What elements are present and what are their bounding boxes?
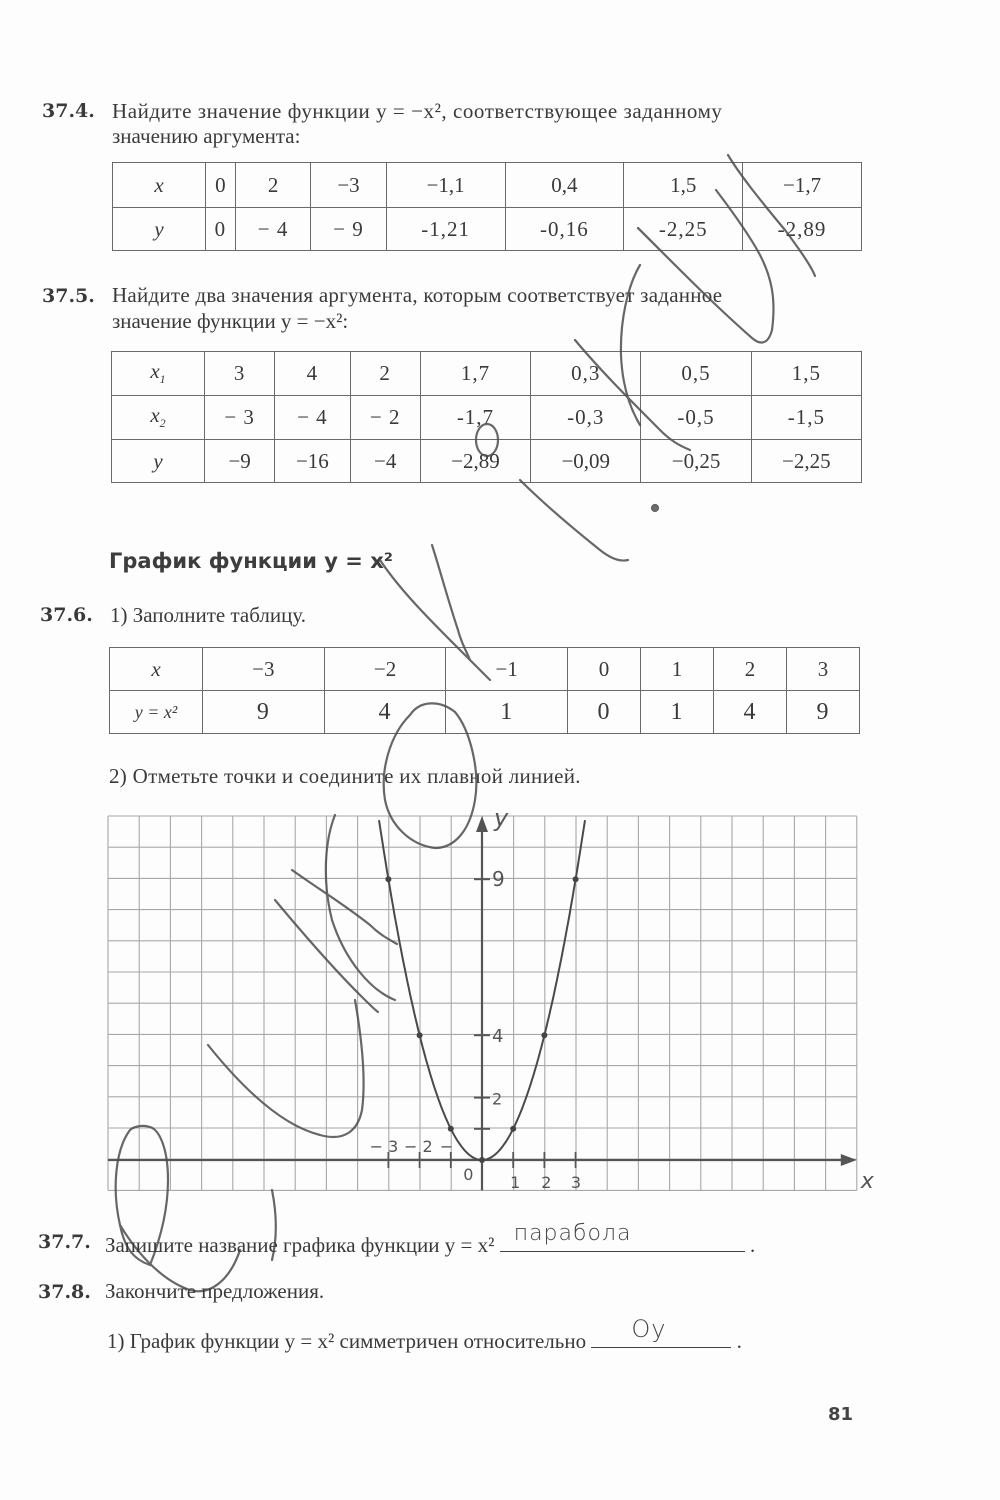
data-point [417, 1032, 423, 1038]
answer-cell[interactable]: 1 [446, 691, 568, 734]
table-cell: −2 [324, 648, 446, 691]
table-cell: −1,7 [743, 163, 862, 208]
answer-cell[interactable]: -1,21 [386, 208, 505, 251]
exercise-number-37-7: 37.7. [38, 1231, 91, 1253]
data-point [479, 1157, 485, 1163]
table-cell: −4 [350, 440, 420, 483]
exercise-37-5-text-line2: значение функции y = −x²: [112, 309, 349, 333]
exercise-37-5-text-line1: Найдите два значения аргумента, которым соответствует заданное [112, 283, 723, 307]
table-cell: −3 [311, 163, 386, 208]
answer-cell[interactable]: -1,5 [751, 396, 861, 440]
table-cell: 0,4 [505, 163, 624, 208]
answer-cell[interactable]: 4 [714, 691, 787, 734]
answer-cell[interactable]: 1,7 [420, 352, 530, 396]
x-tick-label: 3 [570, 1173, 582, 1192]
table-cell: −3 [203, 648, 325, 691]
table-cell: −1 [446, 648, 568, 691]
data-point [448, 1126, 454, 1132]
exercise-number-37-6: 37.6. [40, 604, 93, 626]
table-cell: −2,25 [751, 440, 861, 483]
exercise-37-8-text: Закончите предложения. [105, 1279, 325, 1303]
answer-cell[interactable]: 2 [350, 352, 420, 396]
exercise-37-7-line [105, 1221, 756, 1258]
x-tick-label: − 3 [369, 1137, 399, 1156]
table-cell: 0 [206, 163, 236, 208]
answer-cell[interactable]: 9 [786, 691, 859, 734]
table-cell: 1 [641, 648, 714, 691]
table-cell: 2 [714, 648, 787, 691]
exercise-number-37-5: 37.5. [42, 285, 95, 307]
table-cell: 0 [568, 648, 641, 691]
data-point [541, 1032, 547, 1038]
answer-text: парабола [513, 1221, 632, 1246]
y-tick-labels [492, 867, 505, 1108]
answer-text: Oy [631, 1315, 667, 1343]
answer-cell[interactable]: -0,16 [505, 208, 624, 251]
row-label-text: x [150, 359, 160, 384]
answer-cell[interactable]: − 2 [350, 396, 420, 440]
y-axis-arrow-icon [476, 816, 488, 832]
data-point [510, 1126, 516, 1132]
table-cell: 2 [235, 163, 310, 208]
answer-cell[interactable]: -1,7 [420, 396, 530, 440]
period: . [749, 1233, 756, 1257]
x-tick-label: 1 [510, 1173, 521, 1192]
answer-blank-37-7[interactable] [500, 1221, 745, 1252]
x-tick-label: − [439, 1137, 454, 1156]
row-label: y [112, 440, 205, 483]
row-label-sub: 2 [159, 416, 166, 431]
row-label-sub: 1 [159, 372, 166, 387]
exercise-37-8-item1-line [107, 1315, 742, 1354]
answer-cell[interactable]: − 9 [311, 208, 386, 251]
x-tick-label: − 2 [404, 1137, 433, 1156]
row-label: x [110, 648, 203, 691]
answer-cell[interactable]: 4 [275, 352, 350, 396]
answer-cell[interactable]: -0,3 [531, 396, 641, 440]
table-cell: −9 [205, 440, 275, 483]
x-axis-label: x [860, 1169, 874, 1194]
exercise-37-4-text-line1: Найдите значение функции y = −x², соответствующее заданному [112, 99, 723, 123]
answer-cell[interactable]: 9 [203, 691, 325, 734]
y-tick-label: 9 [492, 867, 505, 892]
table-cell: 3 [786, 648, 859, 691]
x-tick-label: 0 [463, 1165, 474, 1184]
row-label: y = x² [110, 691, 203, 734]
data-point [385, 876, 391, 882]
table-cell: 1,5 [624, 163, 743, 208]
y-axis-label: y [494, 804, 509, 832]
x-tick-label: 2 [541, 1173, 552, 1192]
y-tick-label: 2 [492, 1089, 503, 1109]
row-label: y [113, 208, 206, 251]
answer-cell[interactable]: 4 [324, 691, 446, 734]
table-cell: −16 [275, 440, 350, 483]
table-cell: −1,1 [386, 163, 505, 208]
x-axis-arrow-icon [841, 1154, 857, 1166]
data-point [573, 876, 579, 882]
table-cell: −0,25 [641, 440, 751, 483]
table-cell: −2,89 [420, 440, 530, 483]
answer-cell[interactable]: 0,3 [531, 352, 641, 396]
answer-cell[interactable]: -0,5 [641, 396, 751, 440]
answer-cell[interactable]: 0 [206, 208, 236, 251]
y-tick-label: 4 [492, 1026, 504, 1048]
row-label-text: x [150, 403, 160, 428]
exercise-37-7-text: Запишите название графика функции y = x² [105, 1233, 495, 1257]
answer-cell[interactable]: 3 [205, 352, 275, 396]
row-label: x [113, 163, 206, 208]
section-heading: График функции y = x² [109, 549, 393, 573]
answer-cell[interactable]: − 4 [275, 396, 350, 440]
exercise-number-37-4: 37.4. [42, 100, 95, 122]
period: . [736, 1329, 742, 1353]
exercise-37-6-part1: 1) Заполните таблицу. [110, 603, 306, 627]
pencil-scribble [116, 155, 815, 1291]
answer-cell[interactable]: -2,25 [624, 208, 743, 251]
x-tick-labels [370, 1137, 581, 1192]
answer-cell[interactable]: 0 [568, 691, 641, 734]
answer-cell[interactable]: − 4 [235, 208, 310, 251]
answer-cell[interactable]: -2,89 [743, 208, 862, 251]
answer-blank-37-8[interactable] [591, 1315, 731, 1348]
answer-cell[interactable]: 0,5 [641, 352, 751, 396]
answer-cell[interactable]: 1,5 [751, 352, 861, 396]
answer-cell[interactable]: 1 [641, 691, 714, 734]
table-cell: −0,09 [531, 440, 641, 483]
exercise-37-8-item1-text: 1) График функции y = x² симметричен относительно [107, 1329, 587, 1353]
exercise-37-6-part2: 2) Отметьте точки и соедините их плавной линией. [109, 764, 581, 788]
answer-cell[interactable]: − 3 [205, 396, 275, 440]
page-number: 81 [828, 1404, 854, 1425]
exercise-number-37-8: 37.8. [38, 1281, 91, 1303]
exercise-37-4-text-line2: значению аргумента: [112, 124, 301, 148]
